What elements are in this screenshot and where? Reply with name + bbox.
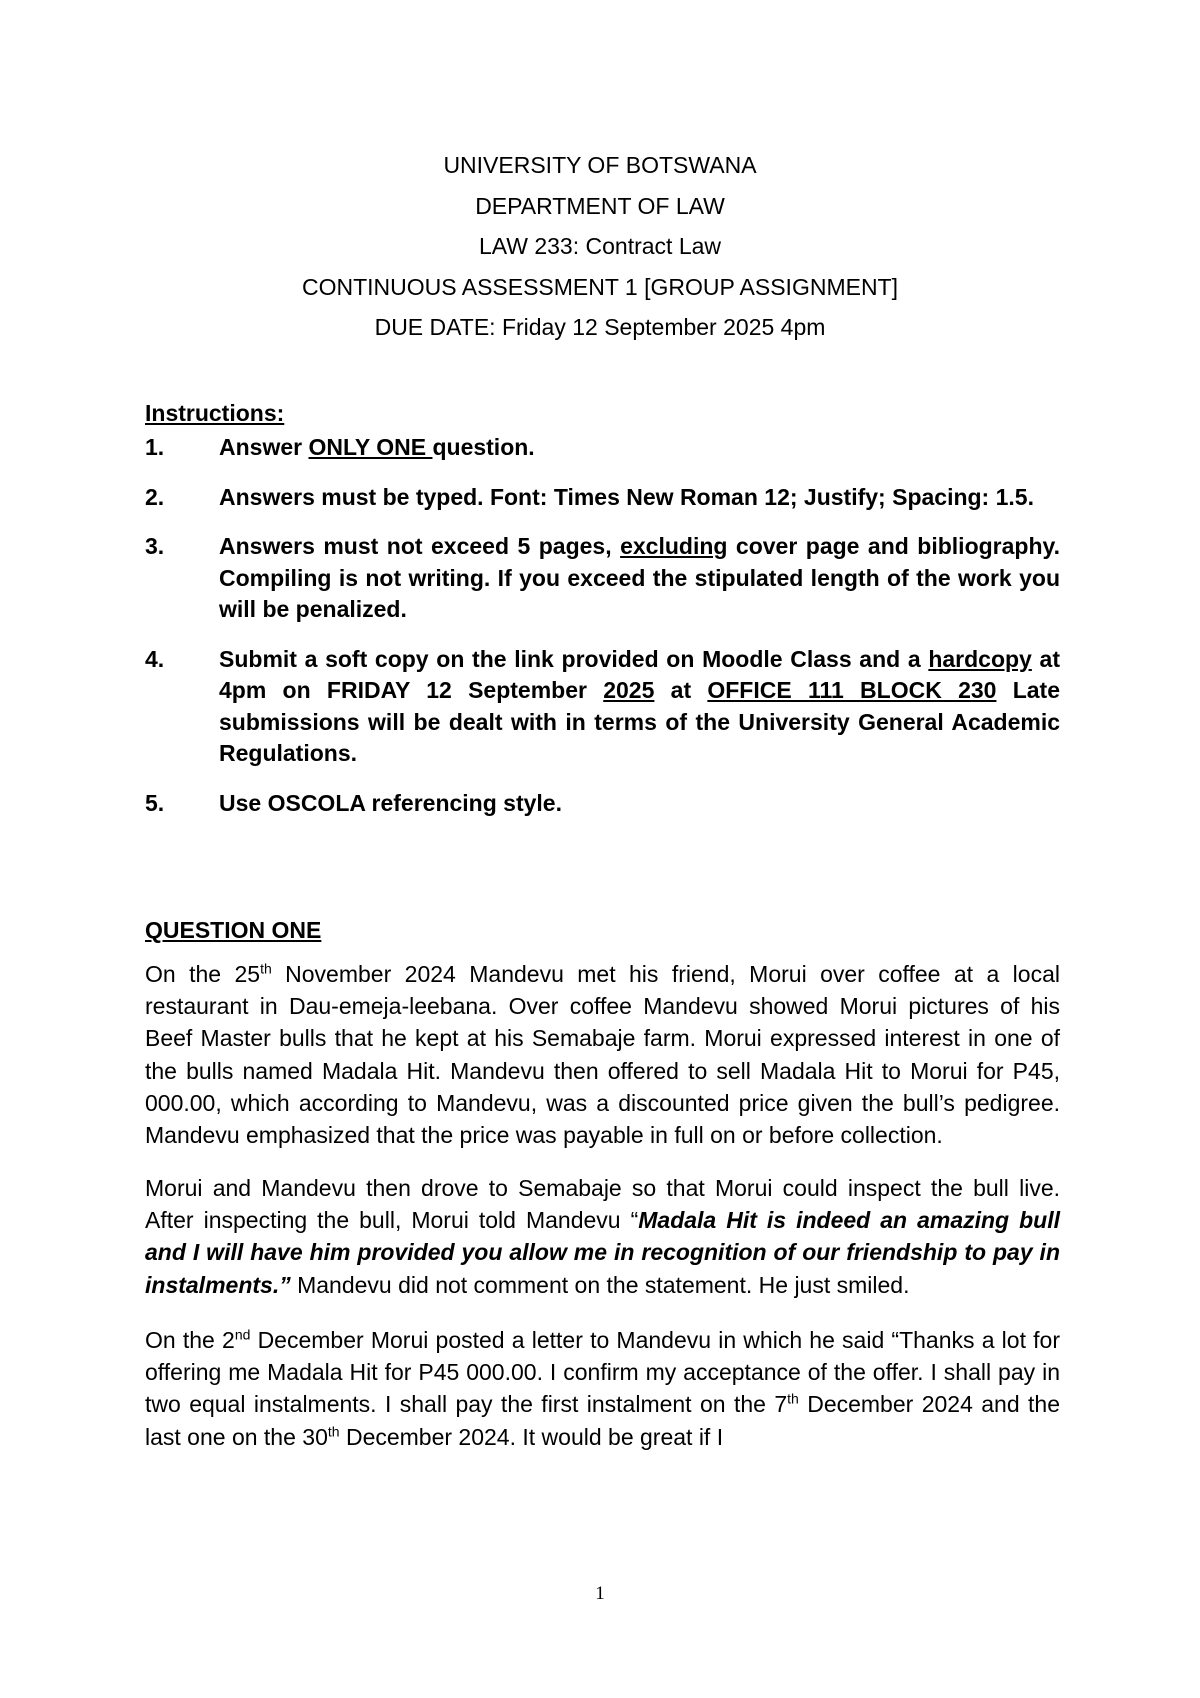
instruction-text: at [654,677,708,703]
item-number: 5. [145,789,165,816]
instruction-emphasis: 2025 [603,677,655,703]
instruction-emphasis: OFFICE 111 BLOCK 230 [707,677,997,703]
instructions-list [145,432,1060,837]
department-name: DEPARTMENT OF LAW [475,192,725,219]
question-paragraph-3 [145,1324,1060,1453]
item-number: 4. [145,645,165,672]
quoted-statement: Madala Hit is indeed an amazing bull and I will have him provided you allow me in recognition of our friendship to pay in instalments.” [145,1207,1060,1298]
question-paragraph-2 [145,1172,1060,1301]
question-paragraph-1 [145,958,1060,1151]
instruction-emphasis: ONLY ONE [308,434,433,460]
instruction-text: Answers must not exceed 5 pages, [219,533,621,559]
instruction-item [145,432,1060,464]
superscript: th [787,1390,799,1407]
instruction-text: at 4pm on FRIDAY 12 September [219,645,1060,703]
paragraph-text: December 2024 and the last one on the 30 [145,1391,1061,1450]
paragraph-text: Mandevu did not comment on the statement. He just smiled. [290,1271,910,1298]
superscript: nd [234,1326,251,1343]
course-title: LAW 233: Contract Law [478,233,722,259]
assessment-title: CONTINUOUS ASSESSMENT 1 [GROUP ASSIGNMENT] [302,273,898,300]
instruction-item [145,531,1060,626]
item-number: 2. [145,483,165,510]
instruction-item [145,644,1060,770]
university-name: UNIVERSITY OF BOTSWANA [443,152,757,178]
question-heading: QUESTION ONE [145,917,322,943]
instruction-text: Answer [219,434,309,460]
page-number: 1 [595,1583,605,1604]
superscript: th [327,1422,340,1439]
instruction-emphasis: hardcopy [928,645,1032,672]
instruction-item [145,482,1060,514]
instruction-text: cover page and bibliography. Compiling is not writing. If you exceed the stipulated length of the work you will be penalized. [219,533,1060,622]
instruction-emphasis: excluding [620,533,728,559]
item-number: 1. [145,434,165,460]
instruction-text: question. [432,434,535,460]
due-date: DUE DATE: Friday 12 September 2025 4pm [374,314,826,340]
instructions-heading: Instructions: [145,400,285,426]
paragraph-text: December 2024. It would be great if I [339,1423,724,1450]
paragraph-text: November 2024 Mandevu met his friend, Morui over coffee at a local restaurant in Dau-emeja-leebana. Over coffee Mandevu showed Morui pictures of his Beef Master bulls that he kept at his Semabaje farm. Morui expressed interest in one of the bulls named Madala Hit. Mandevu then offered to sell Madala Hit to Morui for P45, 000.00, which according to Mandevu, was a discounted price given the bull’s pedigree. Mandevu emphasized that the price was payable in full on or before collection. [145,961,1060,1149]
paragraph-text: On the 25 [145,961,261,987]
instruction-item [145,788,1060,820]
instruction-text: Use OSCOLA referencing style. [219,789,562,816]
instruction-text: Late submissions will be dealt with in terms of the University General Academic Regulations. [219,677,1061,766]
instruction-text: Submit a soft copy on the link provided on Moodle Class and a [219,645,929,672]
instruction-text: Answers must be typed. Font: Times New Roman 12; Justify; Spacing: 1.5. [219,483,1034,510]
document-header [0,145,1200,348]
paragraph-text: Morui and Mandevu then drove to Semabaje so that Morui could inspect the bull live. After inspecting the bull, Morui told Mandevu “ [145,1175,1060,1234]
paragraph-text: On the 2 [145,1327,235,1353]
paragraph-text: December Morui posted a letter to Mandevu in which he said “Thanks a lot for offering me Madala Hit for P45 000.00. I confirm my acceptance of the offer. I shall pay in two equal instalments. I shall pay the first instalment on the 7 [145,1327,1060,1418]
superscript: th [260,960,272,977]
item-number: 3. [145,533,165,559]
